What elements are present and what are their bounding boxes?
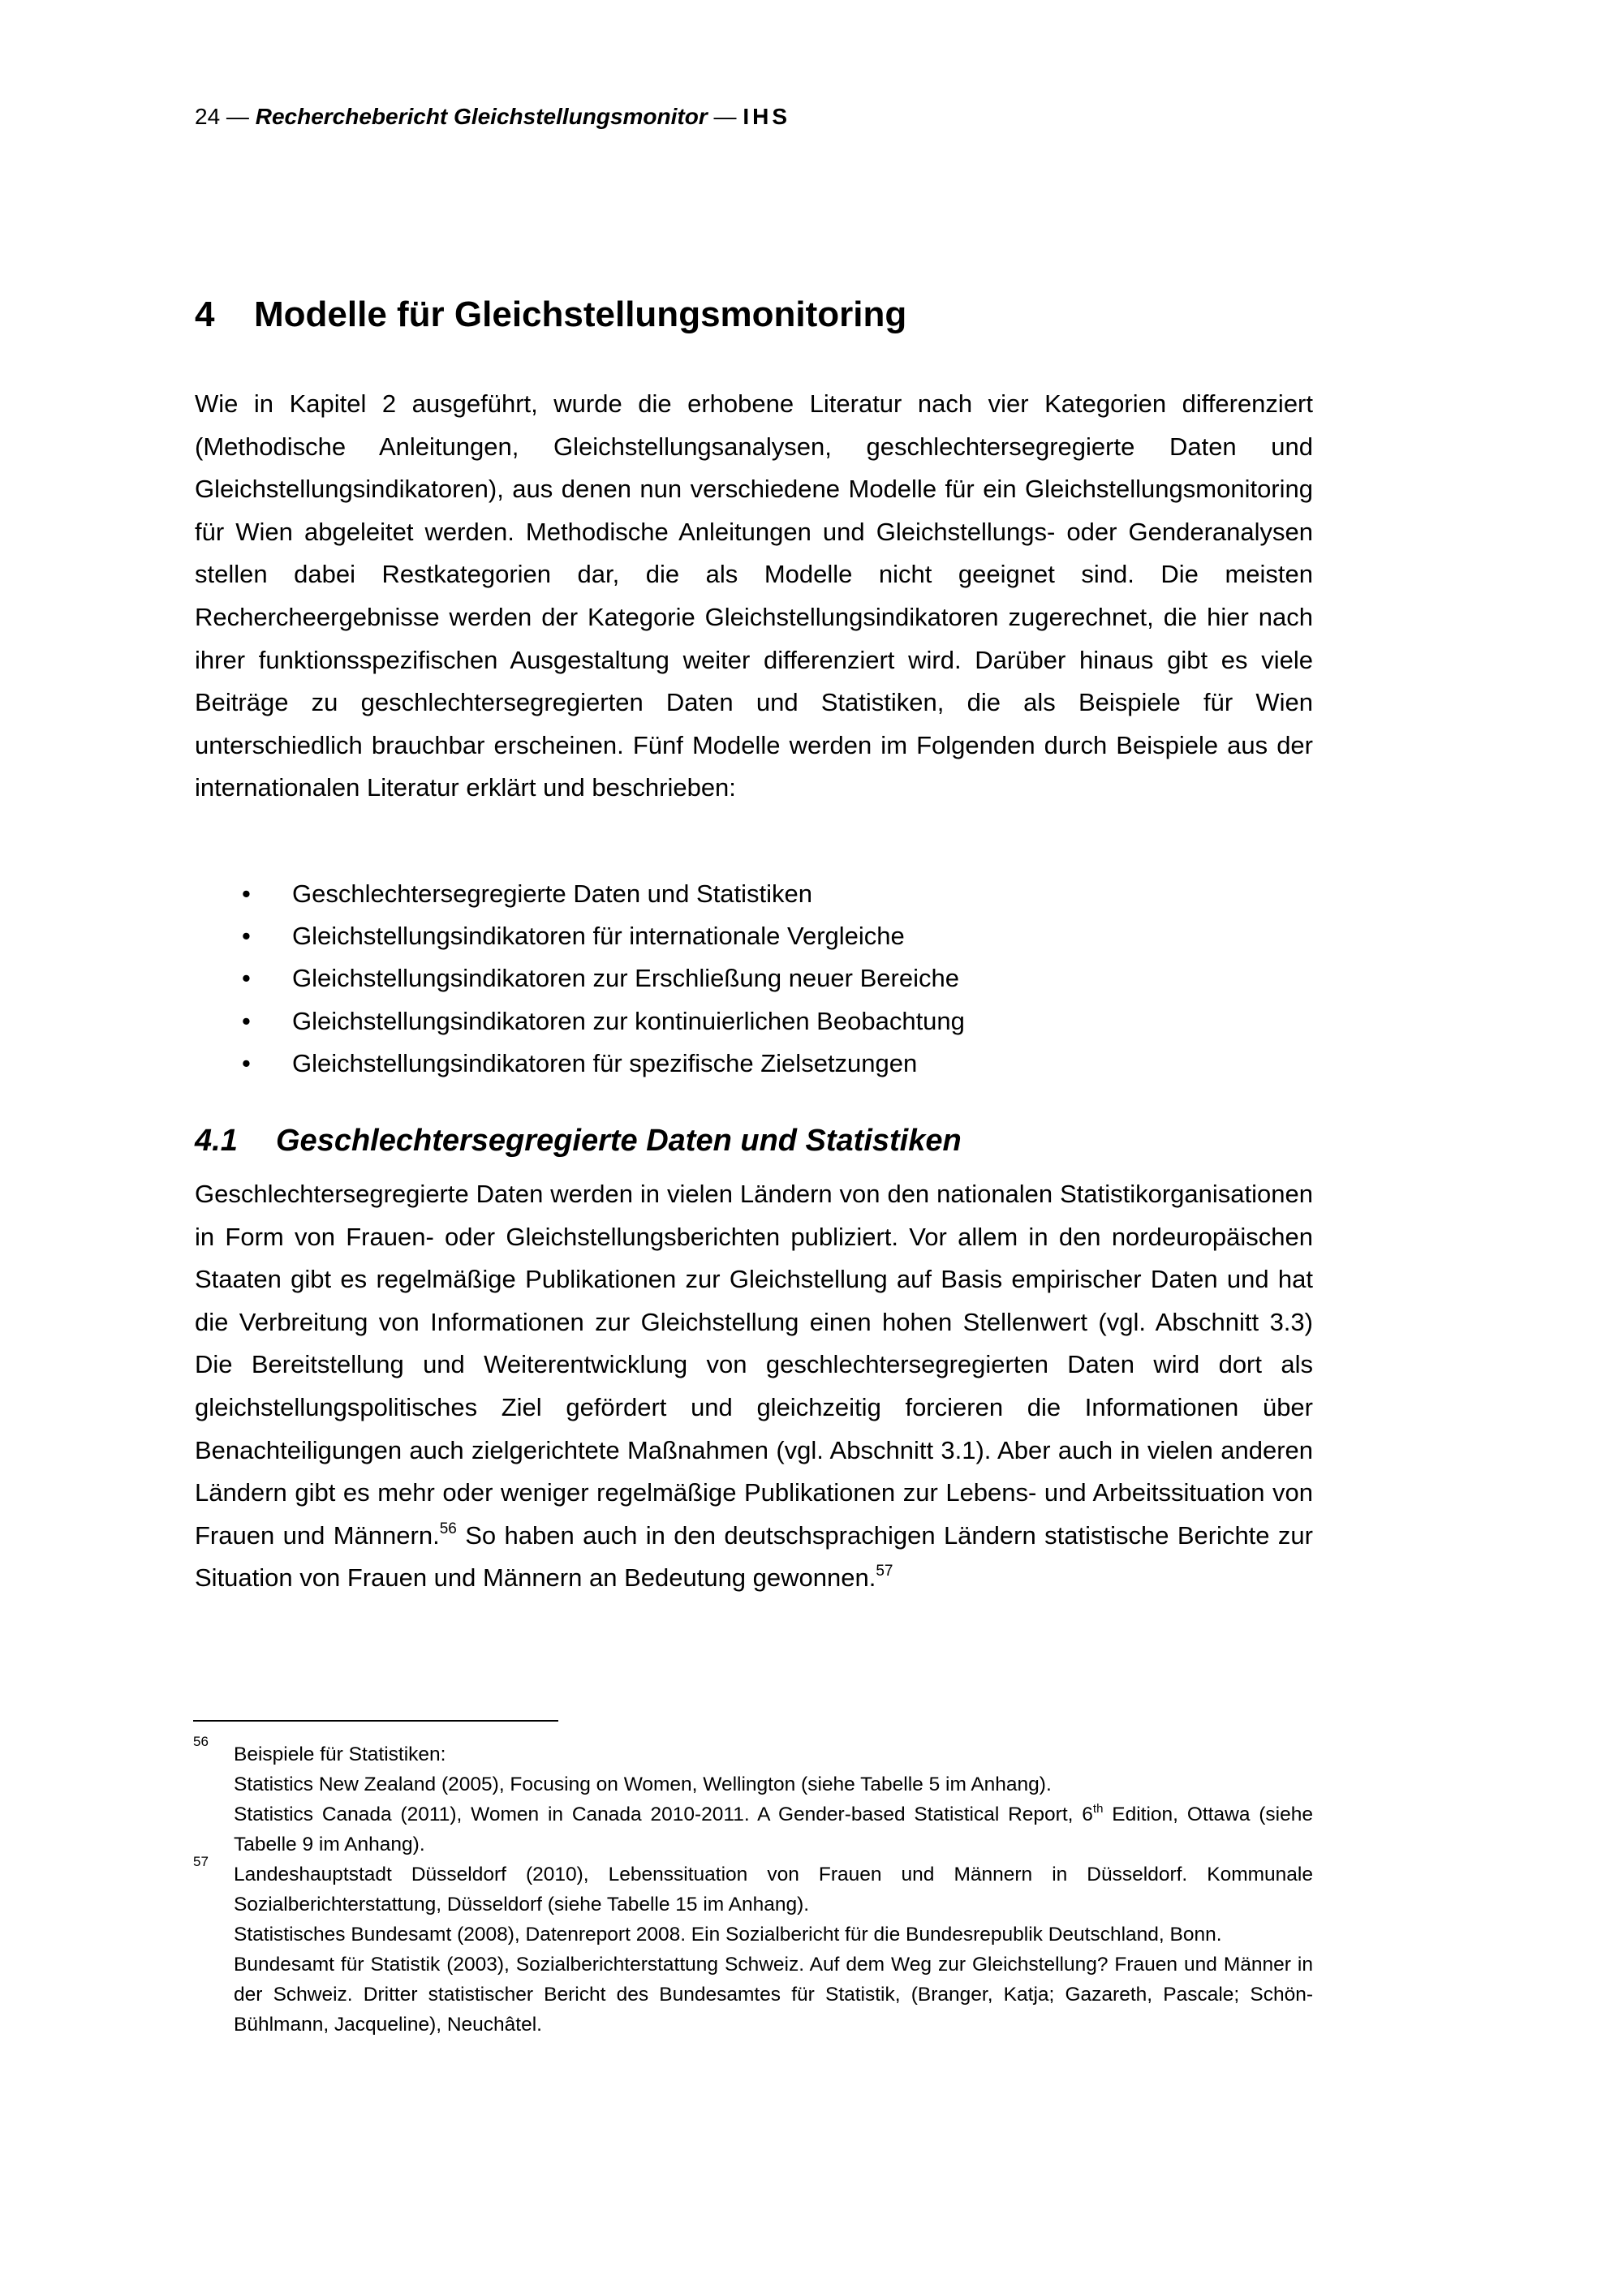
- footnote-line: Landeshauptstadt Düsseldorf (2010), Lebenssituation von Frauen und Männern in Düsseldorf. Kommunale Sozialberichterstattung, Düsseldorf (siehe Tabelle 15 im Anhang).: [234, 1864, 1313, 1915]
- footnote-57: [193, 1854, 1313, 2040]
- chapter-heading: [195, 292, 906, 338]
- footnote-ref-57[interactable]: 57: [876, 1563, 893, 1580]
- section-paragraph: [195, 1173, 1313, 1600]
- list-item-text: Gleichstellungsindikatoren zur kontinuierlichen Beobachtung: [292, 1006, 965, 1035]
- chapter-number: 4: [195, 295, 215, 334]
- bullet-icon: •: [242, 879, 251, 908]
- section-title: Geschlechtersegregierte Daten und Statistiken: [276, 1124, 962, 1158]
- footnote-line: Bundesamt für Statistik (2003), Sozialberichterstattung Schweiz. Auf dem Weg zur Gleichstellung? Frauen und Männer in der Schweiz. Dritter statistischer Bericht des Bundesamtes für Statistik, (Branger, Katja; Gazareth, Pascale; Schön-Bühlmann, Jacqueline), Neuchâtel.: [234, 1954, 1313, 2036]
- running-header: [195, 102, 790, 131]
- section-heading: [195, 1121, 962, 1160]
- bullet-icon: •: [242, 922, 251, 951]
- list-item: [195, 873, 1313, 915]
- list-item: [195, 957, 1313, 1000]
- intro-paragraph: Wie in Kapitel 2 ausgeführt, wurde die erhobene Literatur nach vier Kategorien differenziert (Methodische Anleitungen, Gleichstellungsanalysen, geschlechtersegregierte Daten und Gleichstellungsindikatoren), aus denen nun verschiedene Modelle für ein Gleichstellungsmonitoring für Wien abgeleitet werden. Methodische Anleitungen und Gleichstellungs- oder Genderanalysen stellen dabei Restkategorien dar, die als Modelle nicht geeignet sind. Die meisten Rechercheergebnisse werden der Kategorie Gleichstellungsindikatoren zugerechnet, die hier nach ihrer funktionsspezifischen Ausgestaltung weiter differenziert wird. Darüber hinaus gibt es viele Beiträge zu geschlechtersegregierten Daten und Statistiken, die als Beispiele für Wien unterschiedlich brauchbar erscheinen. Fünf Modelle werden im Folgenden durch Beispiele aus der internationalen Literatur erklärt und beschrieben:: [195, 389, 1313, 802]
- list-item: [195, 915, 1313, 957]
- footnote-number: 56: [193, 1734, 209, 1749]
- bullet-icon: •: [242, 964, 251, 993]
- footnote-separator: [193, 1720, 558, 1722]
- report-title: Recherchebericht Gleichstellungsmonitor: [255, 104, 708, 129]
- section-number: 4.1: [195, 1124, 238, 1158]
- footnote-line: Statistisches Bundesamt (2008), Datenreport 2008. Ein Sozialbericht für die Bundesrepublik Deutschland, Bonn.: [234, 1924, 1222, 1946]
- footnote-line-text: Edition, Ottawa (siehe Tabelle 9 im Anhang).: [234, 1804, 1314, 1855]
- section-paragraph-text: Geschlechtersegregierte Daten werden in vielen Ländern von den nationalen Statistikorganisationen in Form von Frauen- oder Gleichstellungsberichten publiziert. Vor allem in den nordeuropäischen Staaten gibt es regelmäßige Publikationen zur Gleichstellung auf Basis empirischer Daten und hat die Verbreitung von Informationen zur Gleichstellung einen hohen Stellenwert (vgl. Abschnitt 3.3) Die Bereitstellung und Weiterentwicklung von geschlechtersegregierten Daten wird dort als gleichstellungspolitisches Ziel gefördert und gleichzeitig forcieren die Informationen über Benachteiligungen auch zielgerichtete Maßnahmen (vgl. Abschnitt 3.1). Aber auch in vielen anderen Ländern gibt es mehr oder weniger regelmäßige Publikationen zur Lebens- und Arbeitssituation von Frauen und Männern.: [195, 1180, 1313, 1550]
- chapter-title: Modelle für Gleichstellungsmonitoring: [254, 295, 907, 334]
- header-separator-2: —: [707, 104, 743, 129]
- organization-name: IHS: [743, 104, 790, 129]
- list-item: [195, 1000, 1313, 1043]
- footnotes: [193, 1734, 1314, 2040]
- footnote-ref-56[interactable]: 56: [439, 1520, 457, 1537]
- bullet-icon: •: [242, 1006, 251, 1035]
- footnote-line: Beispiele für Statistiken:: [234, 1743, 446, 1765]
- footnote-56: [193, 1734, 1314, 1860]
- model-list: [195, 873, 1313, 1085]
- list-item-text: Gleichstellungsindikatoren für spezifische Zielsetzungen: [292, 1048, 918, 1077]
- footnote-line: Statistics New Zealand (2005), Focusing on Women, Wellington (siehe Tabelle 5 im Anhang).: [234, 1774, 1052, 1795]
- list-item-text: Gleichstellungsindikatoren zur Erschließung neuer Bereiche: [292, 964, 959, 993]
- bullet-icon: •: [242, 1048, 251, 1077]
- header-separator: —: [220, 104, 256, 129]
- list-item-text: Gleichstellungsindikatoren für internationale Vergleiche: [292, 922, 905, 951]
- list-item: [195, 1043, 1313, 1085]
- section-paragraph-text-2: So haben auch in den deutschsprachigen Ländern statistische Berichte zur Situation von Frauen und Männern an Bedeutung gewonnen.: [195, 1520, 1313, 1593]
- footnote-line-text: Statistics Canada (2011), Women in Canada 2010-2011. A Gender-based Statistical Report, 6: [234, 1804, 1093, 1825]
- footnote-line: [234, 1799, 1313, 1860]
- list-item-text: Geschlechtersegregierte Daten und Statistiken: [292, 879, 813, 908]
- page-number: 24: [195, 104, 221, 129]
- ordinal-suffix: th: [1092, 1802, 1104, 1816]
- footnote-number: 57: [193, 1854, 209, 1869]
